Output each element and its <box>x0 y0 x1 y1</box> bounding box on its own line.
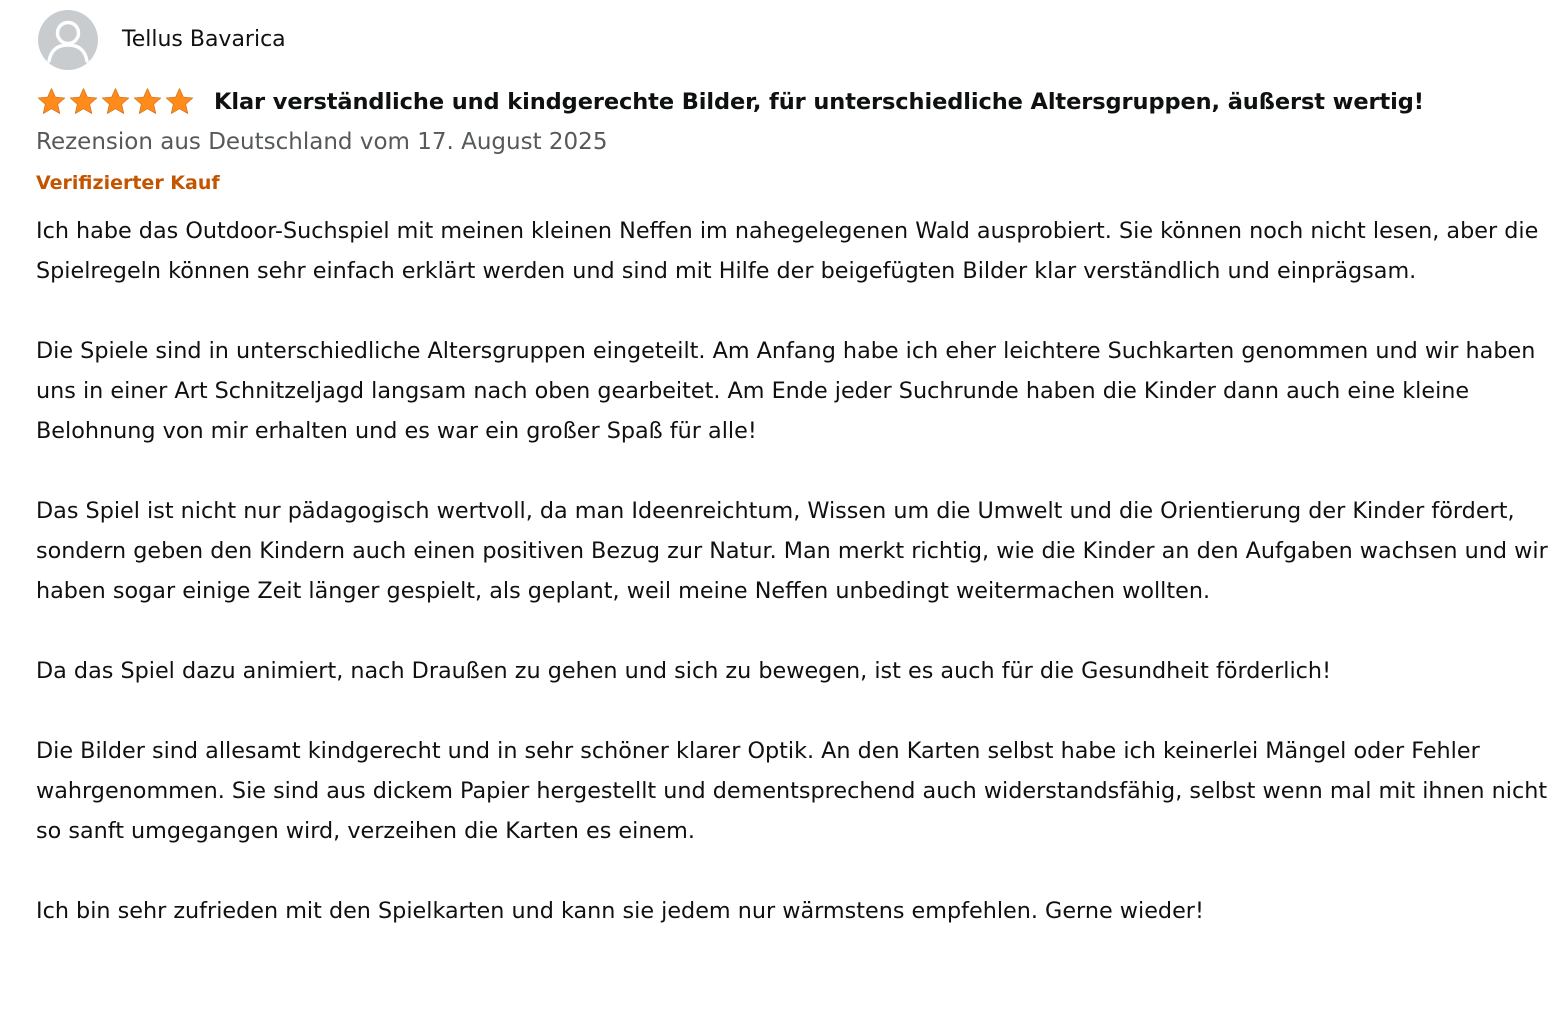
star-icon <box>164 87 195 117</box>
star-icon <box>100 87 131 117</box>
review-paragraph: Die Spiele sind in unterschiedliche Altersgruppen eingeteilt. Am Anfang habe ich eher leichtere Suchkarten genommen und wir haben uns in einer Art Schnitzeljagd langsam nach oben gearbeitet. Am Ende jeder Suchrunde haben die Kinder dann auch eine kleine Belohnung von mir erhalten und es war ein großer Spaß für alle! <box>36 338 1536 444</box>
star-rating[interactable] <box>36 87 196 117</box>
review-paragraph: Da das Spiel dazu animiert, nach Draußen zu gehen und sich zu bewegen, ist es auch für die Gesundheit förderlich! <box>36 658 1332 684</box>
review-paragraph: Ich bin sehr zufrieden mit den Spielkarten und kann sie jedem nur wärmstens empfehlen. Gerne wieder! <box>36 898 1204 924</box>
review-header <box>36 84 1424 120</box>
review-paragraph: Ich habe das Outdoor-Suchspiel mit meinen kleinen Neffen im nahegelegenen Wald ausprobiert. Sie können noch nicht lesen, aber die Spielregeln können sehr einfach erklärt werden und sind mit Hilfe der beigefügten Bilder klar verständlich und einprägsam. <box>36 218 1539 284</box>
review-paragraph: Die Bilder sind allesamt kindgerecht und in sehr schöner klarer Optik. An den Karten selbst habe ich keinerlei Mängel oder Fehler wahrgenommen. Sie sind aus dickem Papier hergestellt und dementsprechend auch widerstandsfähig, selbst wenn mal mit ihnen nicht so sanft umgegangen wird, verzeihen die Karten es einem. <box>36 738 1548 844</box>
star-icon <box>132 87 163 117</box>
default-user-avatar-icon[interactable] <box>38 10 98 70</box>
review-date: Rezension aus Deutschland vom 17. August 2025 <box>36 129 608 155</box>
review-paragraph: Das Spiel ist nicht nur pädagogisch wertvoll, da man Ideenreichtum, Wissen um die Umwelt und die Orientierung der Kinder fördert, sondern geben den Kindern auch einen positiven Bezug zur Natur. Man merkt richtig, wie die Kinder an den Aufgaben wachsen und wir haben sogar einige Zeit länger gespielt, als geplant, weil meine Neffen unbedingt weitermachen wollten. <box>36 498 1548 604</box>
star-icon <box>36 87 67 117</box>
review-body <box>36 211 1560 931</box>
reviewer-profile[interactable] <box>38 10 286 70</box>
verified-purchase-badge[interactable]: Verifizierter Kauf <box>36 172 220 194</box>
reviewer-name[interactable]: Tellus Bavarica <box>122 27 286 52</box>
review-title[interactable]: Klar verständliche und kindgerechte Bilder, für unterschiedliche Altersgruppen, äußerst wertig! <box>214 89 1424 115</box>
star-icon <box>68 87 99 117</box>
